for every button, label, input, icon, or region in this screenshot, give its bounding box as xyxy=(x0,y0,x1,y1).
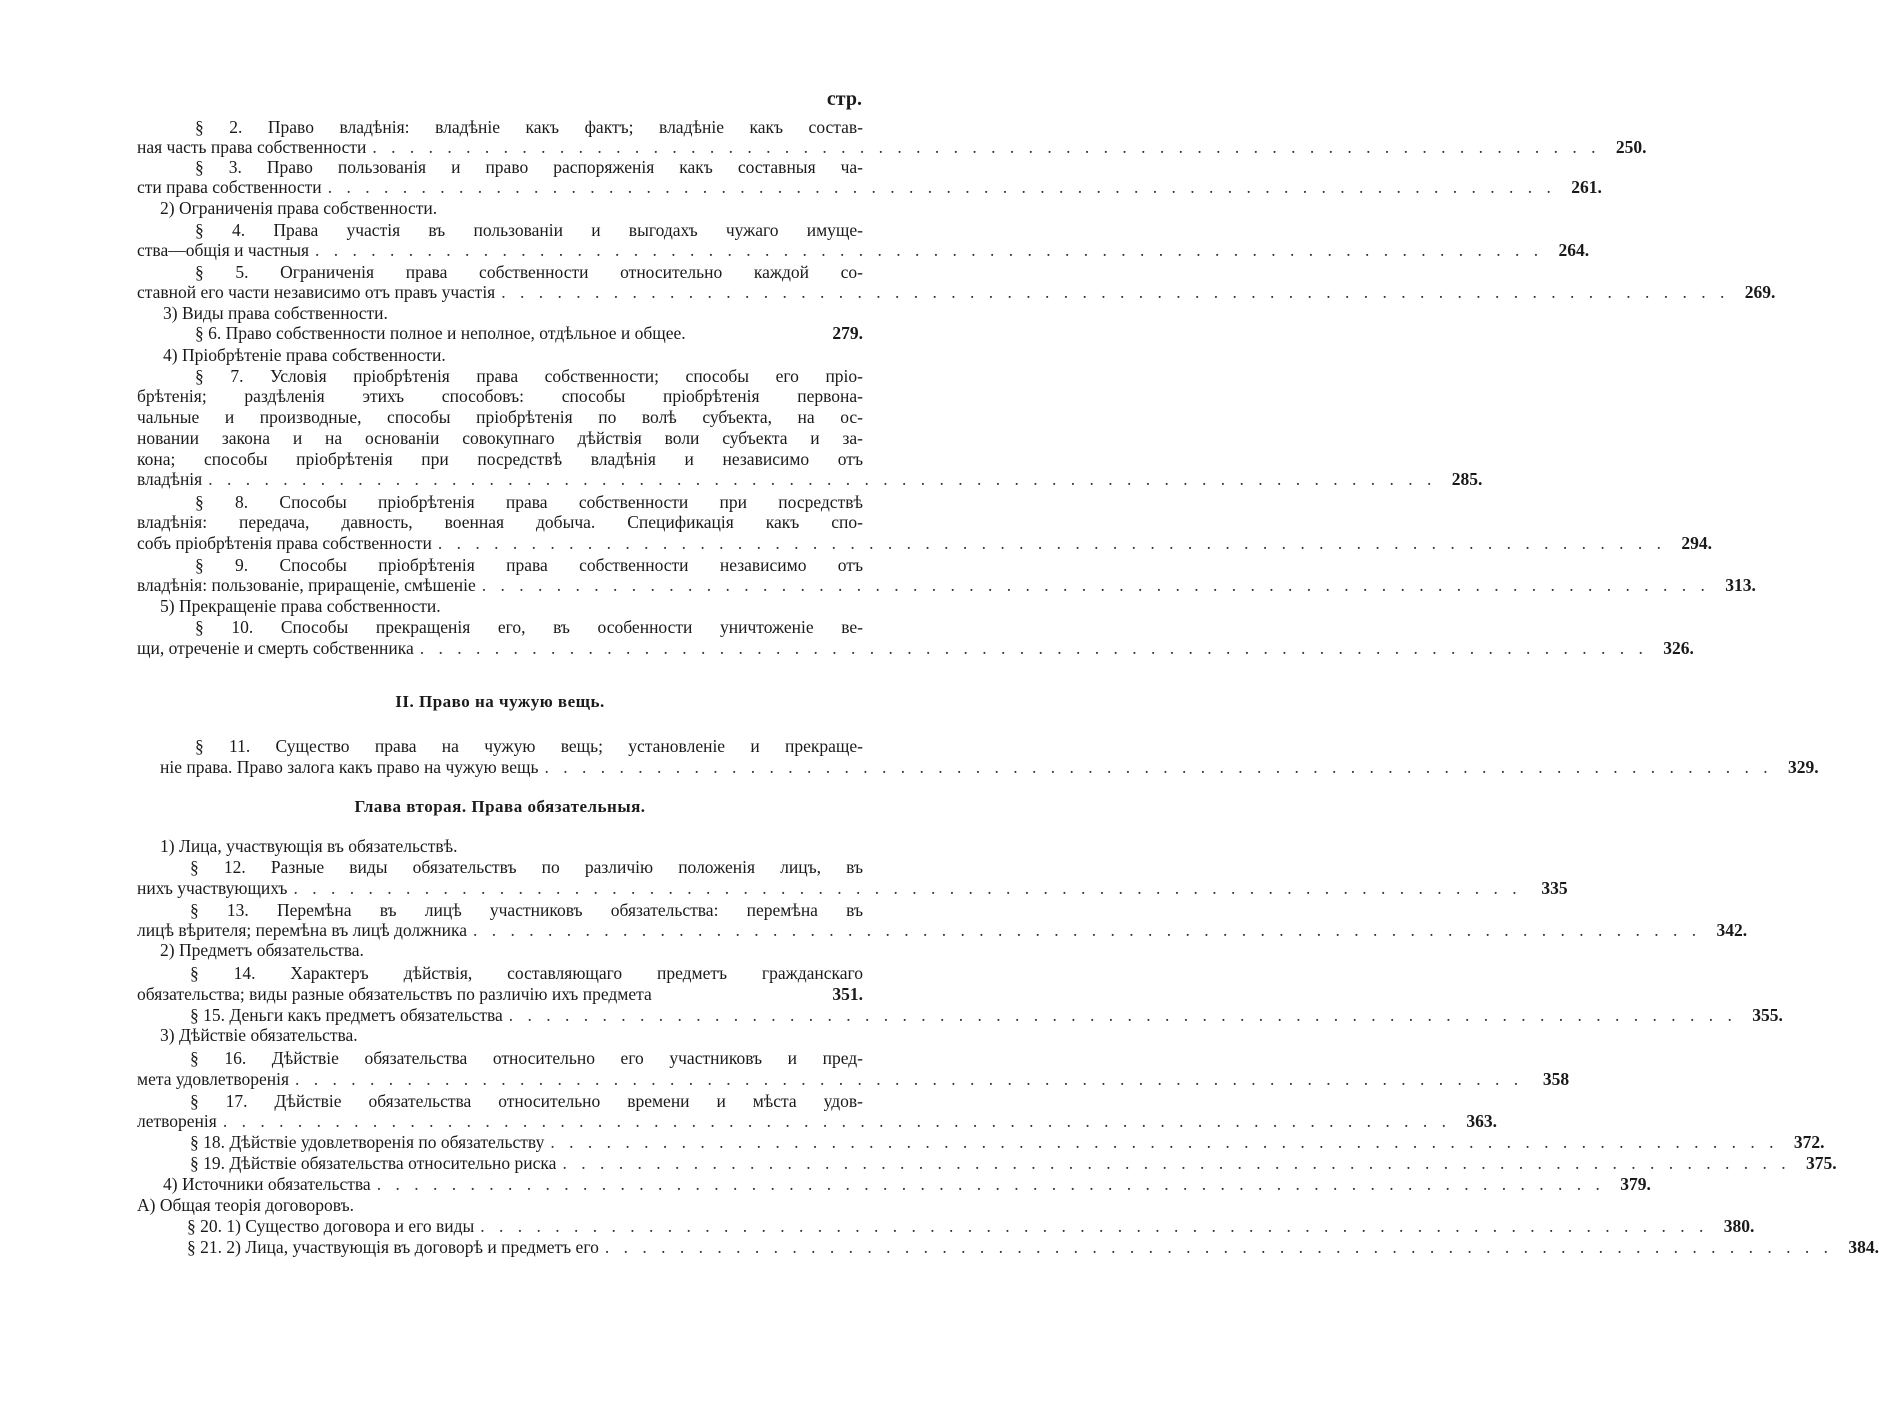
toc-entry-text: собъ пріобрѣтенія права собственности xyxy=(137,533,432,553)
page-number: 342. xyxy=(1716,920,1748,940)
page-column-label: стр. xyxy=(826,88,862,110)
dot-leader xyxy=(480,1216,1708,1237)
toc-entry-text: § 16. Дѣйствіе обязательства относительно его участниковъ и пред- xyxy=(190,1048,863,1068)
toc-entry-text: брѣтенія; раздѣленія этихъ способовъ: способы пріобрѣтенія первона- xyxy=(137,386,863,406)
dot-leader xyxy=(562,1153,1790,1174)
toc-entry-text: § 15. Деньги какъ предметъ обязательства xyxy=(190,1005,503,1025)
toc-entry xyxy=(137,878,1568,899)
toc-entry-text: А) Общая теорія договоровъ. xyxy=(137,1195,355,1215)
toc-entry xyxy=(137,1111,1497,1132)
toc-entry xyxy=(137,638,1694,659)
toc-entry-text: сти права собственности xyxy=(137,177,322,197)
toc-entry xyxy=(160,1025,863,1046)
toc-entry-text: чальные и производные, способы пріобрѣтенія по волѣ субъекта, на ос- xyxy=(137,407,863,427)
dot-leader xyxy=(223,1111,1451,1132)
dot-leader xyxy=(208,469,1436,490)
page-number: 269. xyxy=(1744,282,1776,302)
page-number: 335 xyxy=(1541,878,1568,898)
page-number: 379. xyxy=(1620,1174,1651,1194)
toc-entry xyxy=(137,240,1590,261)
toc-entry xyxy=(190,1048,863,1069)
page-number: 375. xyxy=(1805,1153,1837,1173)
toc-entry-text: летворенія xyxy=(137,1111,217,1131)
toc-entry-text: ставной его части независимо отъ правъ участія xyxy=(137,282,496,302)
dot-leader xyxy=(295,1069,1523,1090)
toc-entry-text: § 7. Условія пріобрѣтенія права собственности; способы его пріо- xyxy=(195,366,863,386)
toc-entry xyxy=(195,492,863,513)
toc-entry xyxy=(190,963,863,984)
toc-entry xyxy=(137,469,1483,490)
toc-entry-text: кона; способы пріобрѣтенія при посредствѣ владѣнія и независимо отъ xyxy=(137,449,863,469)
page-number: 264. xyxy=(1558,240,1590,260)
toc-entry-text: § 9. Способы пріобрѣтенія права собственности независимо отъ xyxy=(195,555,863,575)
toc-entry-text: § 8. Способы пріобрѣтенія права собственности при посредствѣ xyxy=(195,492,863,512)
toc-entry-text: § 11. Существо права на чужую вещь; установленіе и прекраще- xyxy=(195,736,863,756)
page-number: 279. xyxy=(832,323,863,343)
toc-entry-text: 4) Источники обязательства xyxy=(163,1174,371,1194)
dot-leader xyxy=(293,878,1521,899)
toc-entry-text: § 3. Право пользованія и право распоряженія какъ составныя ча- xyxy=(195,157,863,177)
page-number: 250. xyxy=(1615,137,1647,157)
toc-entry-text: 3) Виды права собственности. xyxy=(163,303,388,323)
dot-leader xyxy=(482,575,1710,596)
toc-entry xyxy=(190,900,863,921)
toc-entry xyxy=(195,262,863,283)
toc-entry xyxy=(195,117,863,138)
toc-entry xyxy=(190,1132,1825,1153)
toc-entry-text: § 14. Характеръ дѣйствія, составляющаго предметъ гражданскаго xyxy=(190,963,863,983)
page-number: 384. xyxy=(1848,1237,1879,1257)
dot-leader xyxy=(377,1174,1605,1195)
toc-entry-text: 2) Ограниченія права собственности. xyxy=(160,198,438,218)
toc-entry xyxy=(137,1069,1570,1090)
dot-leader xyxy=(501,282,1729,303)
toc-entry xyxy=(137,177,1602,198)
page-number: 351. xyxy=(832,984,863,1004)
toc-entry-text: 1) Лица, участвующія въ обязательствѣ. xyxy=(160,836,458,856)
dot-leader xyxy=(605,1237,1833,1258)
toc-entry-text: § 2. Право владѣнія: владѣніе какъ фактъ; владѣніе какъ состав- xyxy=(195,117,863,137)
toc-entry xyxy=(137,386,863,407)
page-number: 326. xyxy=(1663,638,1694,658)
toc-entry-text: 5) Прекращеніе права собственности. xyxy=(160,596,441,616)
toc-entry xyxy=(190,1005,1783,1026)
toc-entry xyxy=(137,428,863,449)
toc-entry-text: владѣнія: передача, давность, военная добыча. Спецификація какъ спо- xyxy=(137,512,863,532)
toc-entry-text: § 20. 1) Существо договора и его виды xyxy=(187,1216,475,1236)
toc-entry xyxy=(163,345,863,366)
toc-entry-text: лицѣ вѣрителя; перемѣна въ лицѣ должника xyxy=(137,920,467,940)
toc-entry xyxy=(137,533,1713,554)
toc-entry-text: владѣнія: пользованіе, приращеніе, смѣшеніе xyxy=(137,575,476,595)
chapter-title: Глава вторая. Права обязательныя. xyxy=(354,797,646,816)
toc-entry xyxy=(187,1237,1879,1258)
toc-entry xyxy=(195,555,863,576)
toc-entry-text: 4) Пріобрѣтеніе права собственности. xyxy=(163,345,446,365)
dot-leader xyxy=(509,1005,1737,1026)
toc-entry xyxy=(160,836,863,857)
page-number: 294. xyxy=(1681,533,1713,553)
toc-entry xyxy=(163,1174,1651,1195)
toc-entry xyxy=(190,1091,863,1112)
toc-entry-text: § 6. Право собственности полное и неполное, отдѣльное и общее. xyxy=(195,323,686,343)
toc-entry-text: § 21. 2) Лица, участвующія въ договорѣ и предметъ его xyxy=(187,1237,599,1257)
page-number: 355. xyxy=(1752,1005,1783,1025)
toc-entry xyxy=(190,1153,1837,1174)
toc-entry-text: § 5. Ограниченія права собственности относительно каждой со- xyxy=(195,262,863,282)
toc-entry xyxy=(187,1216,1755,1237)
dot-leader xyxy=(438,533,1666,554)
toc-entry-text: обязательства; виды разные обязательствъ по различію ихъ предмета xyxy=(137,984,652,1004)
page-number: 329. xyxy=(1787,757,1819,777)
page-number: 261. xyxy=(1571,177,1602,197)
dot-leader xyxy=(550,1132,1778,1153)
toc-entry xyxy=(137,1195,863,1216)
toc-entry-text: § 19. Дѣйствіе обязательства относительно риска xyxy=(190,1153,557,1173)
toc-entry xyxy=(195,736,863,757)
toc-entry-text: § 12. Разные виды обязательствъ по различію положенія лицъ, въ xyxy=(190,857,863,877)
dot-leader xyxy=(328,177,1556,198)
toc-entry-text: § 10. Способы прекращенія его, въ особенности уничтоженіе ве- xyxy=(195,617,863,637)
toc-entry xyxy=(160,596,863,617)
toc-entry-text: ства—общія и частныя xyxy=(137,240,310,260)
toc-entry-text: ніе права. Право залога какъ право на чужую вещь xyxy=(160,757,539,777)
dot-leader xyxy=(544,757,1772,778)
toc-entry-text: новании закона и на основаніи совокупнаго дѣйствія воли субъекта и за- xyxy=(137,428,863,448)
toc-entry-text: 3) Дѣйствіе обязательства. xyxy=(160,1025,358,1045)
dot-leader xyxy=(315,240,1543,261)
toc-entry xyxy=(137,920,1748,941)
page-number: 358 xyxy=(1542,1069,1570,1089)
page-number: 313. xyxy=(1725,575,1756,595)
toc-entry xyxy=(137,449,863,470)
toc-entry xyxy=(160,940,863,961)
toc-entry xyxy=(160,198,863,219)
page-number: 285. xyxy=(1451,469,1483,489)
toc-entry-text: § 17. Дѣйствіе обязательства относительно времени и мѣста удов- xyxy=(190,1091,863,1111)
toc-entry xyxy=(160,757,1819,778)
dot-leader xyxy=(420,638,1648,659)
section-title: II. Право на чужую вещь. xyxy=(395,692,605,711)
toc-entry-text: § 4. Права участія въ пользованіи и выгодахъ чужаго имуще- xyxy=(195,220,863,240)
toc-entry xyxy=(195,157,863,178)
toc-entry xyxy=(137,575,1756,596)
page-number: 372. xyxy=(1793,1132,1825,1152)
page-number: 363. xyxy=(1466,1111,1497,1131)
dot-leader xyxy=(473,920,1701,941)
toc-entry-text: § 18. Дѣйствіе удовлетворенія по обязательству xyxy=(190,1132,545,1152)
toc-entry-text: владѣнія xyxy=(137,469,203,489)
toc-entry xyxy=(137,984,863,1005)
toc-entry xyxy=(163,303,863,324)
toc-entry-text: ная часть права собственности xyxy=(137,137,367,157)
toc-entry xyxy=(195,366,863,387)
dot-leader xyxy=(372,137,1600,158)
toc-entry-text: щи, отреченіе и смерть собственника xyxy=(137,638,414,658)
toc-entry xyxy=(195,323,863,344)
toc-entry xyxy=(137,137,1647,158)
toc-entry xyxy=(190,857,863,878)
toc-entry xyxy=(137,407,863,428)
toc-entry xyxy=(195,617,863,638)
toc-entry-text: § 13. Перемѣна въ лицѣ участниковъ обязательства: перемѣна въ xyxy=(190,900,863,920)
page-number: 380. xyxy=(1723,1216,1755,1236)
toc-entry xyxy=(195,220,863,241)
toc-entry-text: нихъ участвующихъ xyxy=(137,878,288,898)
toc-entry xyxy=(137,282,1776,303)
toc-entry-text: 2) Предметъ обязательства. xyxy=(160,940,364,960)
toc-entry xyxy=(137,512,863,533)
toc-entry-text: мета удовлетворенія xyxy=(137,1069,290,1089)
